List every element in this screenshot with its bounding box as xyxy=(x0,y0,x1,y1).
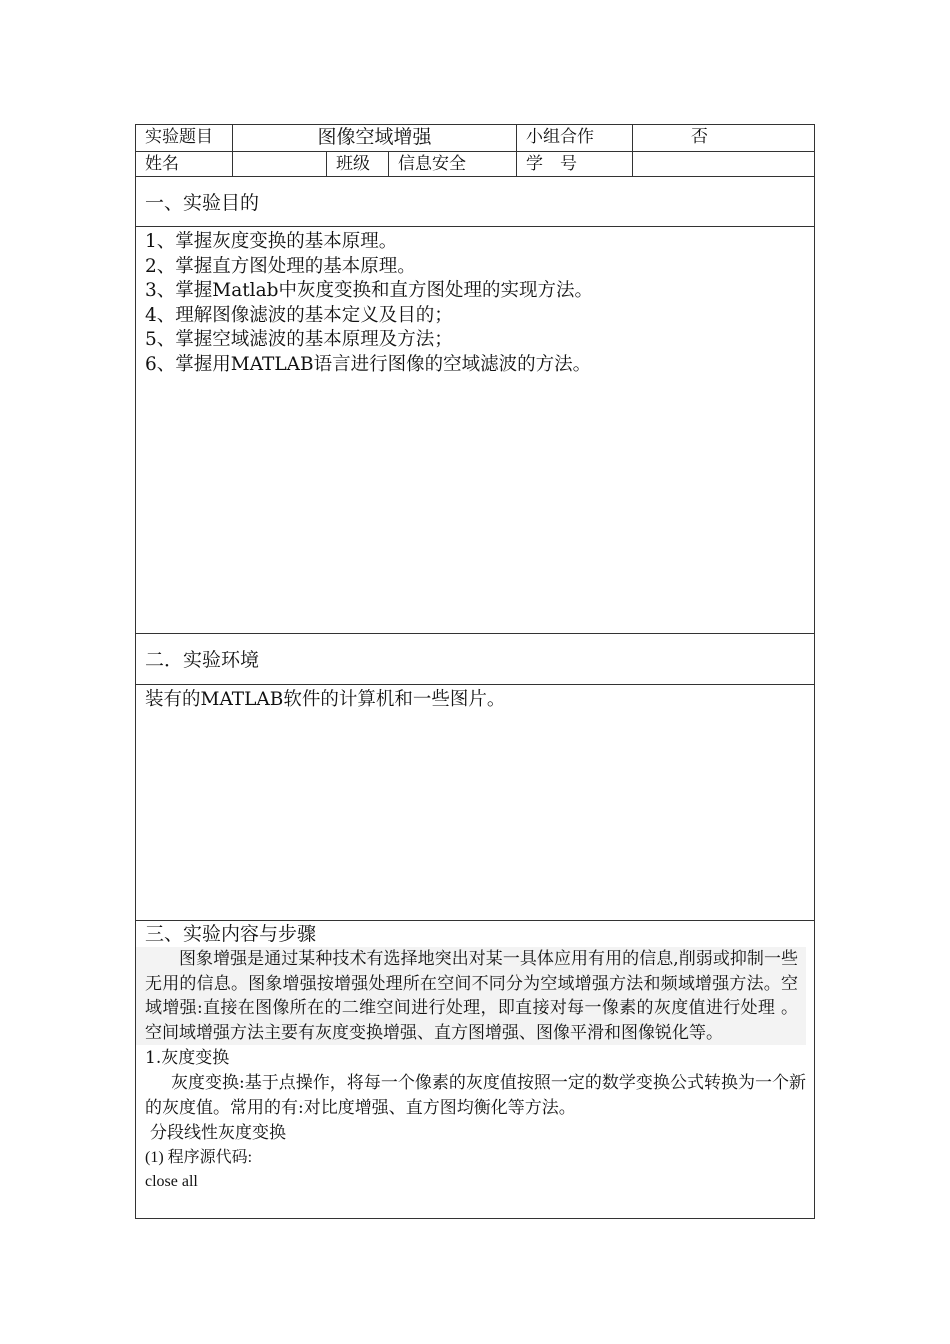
subsection1-text: 灰度变换:基于点操作，将每一个像素的灰度值按照一定的数学变换公式转换为一个新的灰度值。常用的有:对比度增强、直方图均衡化等方法。 xyxy=(145,1073,806,1118)
name-value xyxy=(233,152,327,176)
objective-item: 4、理解图像滤波的基本定义及目的； xyxy=(145,304,453,326)
objective-item: 1、掌握灰度变换的基本原理。 xyxy=(145,231,398,252)
name-label: 姓名 xyxy=(136,152,233,176)
objective-item: 6、掌握用MATLAB语言进行图像的空域滤波的方法。 xyxy=(145,353,592,375)
id-label: 学 号 xyxy=(517,152,633,176)
section2-header xyxy=(136,634,814,685)
objective-item: 3、掌握Matlab中灰度变换和直方图处理的实现方法。 xyxy=(145,280,593,301)
header-row-student xyxy=(136,152,814,177)
section2-title: 二．实验环境 xyxy=(145,649,260,671)
subsection1-title: 1.灰度变换 xyxy=(145,1048,230,1068)
code-line: close all xyxy=(145,1173,198,1190)
section1-header xyxy=(136,177,814,227)
section3-title: 三、实验内容与步骤 xyxy=(145,923,317,945)
section1-body xyxy=(136,227,814,634)
objective-item: 5、掌握空域滤波的基本原理及方法； xyxy=(145,329,453,350)
objectives-list xyxy=(136,227,814,377)
report-table xyxy=(135,124,815,1219)
id-value xyxy=(633,152,814,176)
environment-text: 装有的MATLAB软件的计算机和一些图片。 xyxy=(145,689,506,710)
header-row-title xyxy=(136,125,814,152)
section3-intro xyxy=(136,947,806,1045)
objective-item: 2、掌握直方图处理的基本原理。 xyxy=(145,255,416,277)
class-value: 信息安全 xyxy=(389,152,517,176)
section2-body xyxy=(136,685,814,921)
intro-text: 图象增强是通过某种技术有选择地突出对某一具体应用有用的信息,削弱或抑制一些无用的信息。图象增强按增强处理所在空间不同分为空域增强方法和频域增强方法。空域增强:直接在图像所在的二维空间进行处理，即直接对每一像素的灰度值进行处理 。空间域增强方法主要有灰度变换增强、直方图增强、图像平滑和图像锐化等。 xyxy=(145,949,798,1043)
title-label: 实验题目 xyxy=(136,125,233,151)
section1-title: 一、实验目的 xyxy=(145,192,260,214)
group-value: 否 xyxy=(691,127,708,147)
title-value: 图像空域增强 xyxy=(233,125,517,151)
group-label: 小组合作 xyxy=(517,125,633,151)
class-label: 班级 xyxy=(327,152,389,176)
code-label: (1) 程序源代码: xyxy=(145,1149,253,1166)
section3-body xyxy=(136,921,814,1218)
subsection1-item: 分段线性灰度变换 xyxy=(150,1123,286,1143)
